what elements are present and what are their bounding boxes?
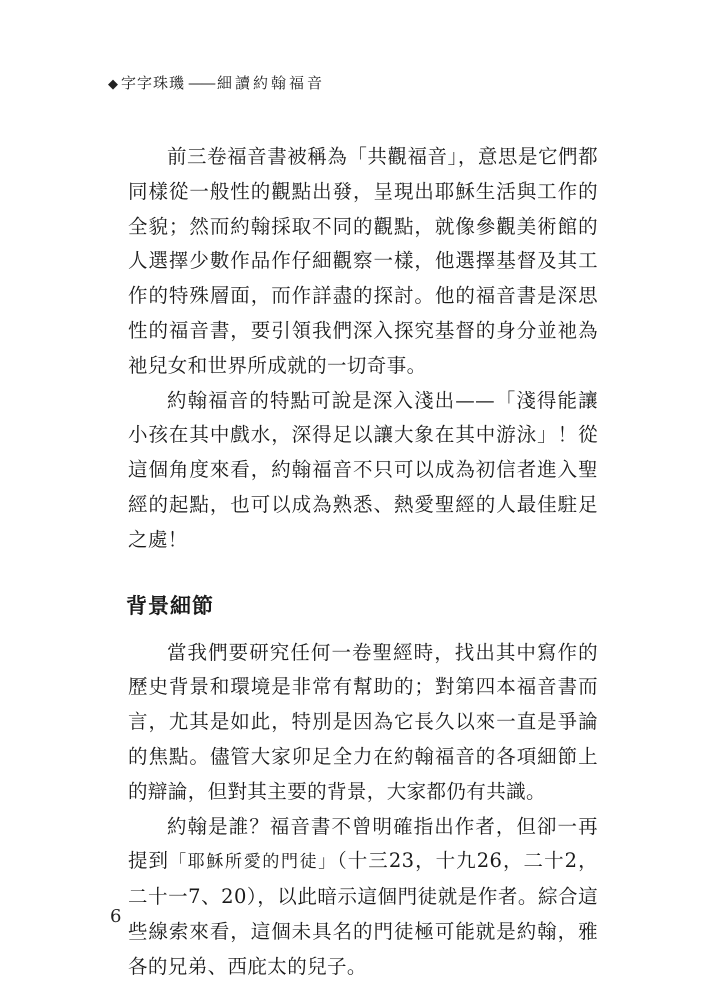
paragraph-background: 當我們要研究任何一卷聖經時，找出其中寫作的歷史背景和環境是非常有幫助的；對第四本福音書而言，尤其是如此，特別是因為它長久以來一直是爭論的焦點。儘管大家卯足全力在約翰福音的各項細節上的辯論，但對其主要的背景，大家都仍有共識。 [128, 640, 598, 803]
book-title: 字字珠璣 [121, 74, 186, 92]
beloved-disciple-quote: 「耶穌所愛的門徒」 [169, 852, 337, 873]
paragraph-author [128, 810, 598, 985]
section-heading: 背景細節 [126, 593, 214, 618]
page-number: 6 [110, 906, 122, 927]
header-dash: —— [188, 74, 215, 92]
author-text-rest: （十三23，十九26，二十2，二十一7、20），以此暗示這個門徒就是作者。綜合這些線索來看，這個未具名的門徒極可能就是約翰，雅各的兄弟、西庇太的兒子。 [128, 849, 598, 978]
running-header [108, 72, 325, 93]
author-text-lead: 約翰是誰？福音書不曾明確指出作者，但卻一再提到 [128, 814, 598, 873]
paragraph-feature: 約翰福音的特點可說是深入淺出——「淺得能讓小孩在其中戲水，深得足以讓大象在其中游泳」！從這個角度來看，約翰福音不只可以成為初信者進入聖經的起點，也可以成為熟悉、熱愛聖經的人最佳駐足之處！ [128, 388, 598, 551]
paragraph-synoptic: 前三卷福音書被稱為「共觀福音」，意思是它們都同樣從一般性的觀點出發，呈現出耶穌生活與工作的全貌；然而約翰採取不同的觀點，就像參觀美術館的人選擇少數作品作仔細觀察一樣，他選擇基督及其工作的特殊層面，而作詳盡的探討。他的福音書是深思性的福音書，要引領我們深入探究基督的身分並祂為祂兒女和世界所成就的一切奇事。 [128, 145, 598, 377]
page-body [128, 140, 598, 985]
chapter-title: 細讀約翰福音 [217, 74, 326, 92]
diamond-bullet-icon: ◆ [108, 77, 119, 92]
